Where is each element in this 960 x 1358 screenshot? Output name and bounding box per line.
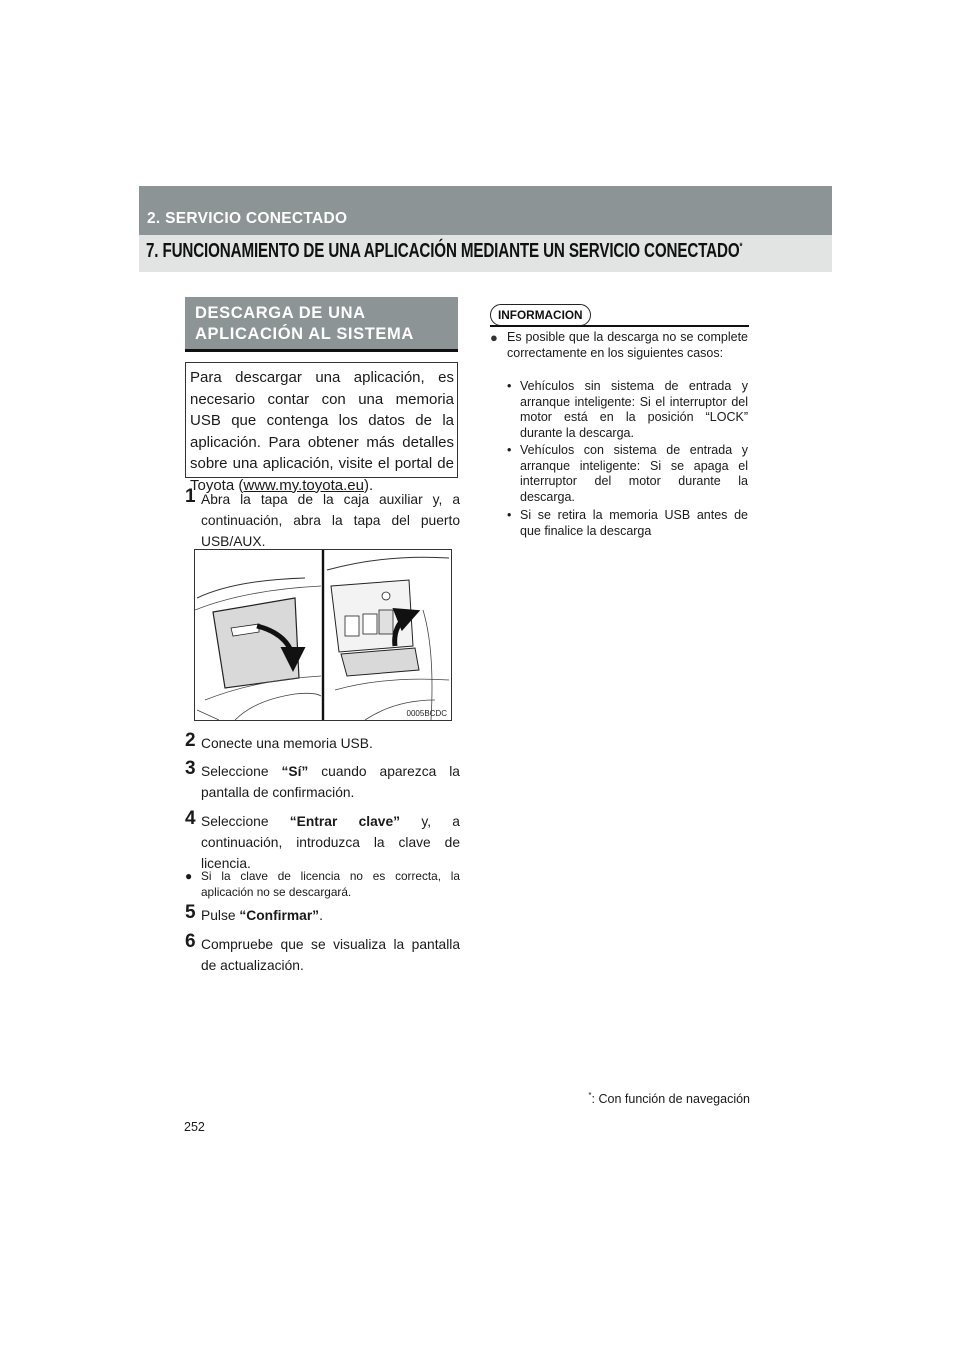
step-3: [185, 758, 460, 803]
info-item-text: Vehículos sin sistema de entrada y arranque inteligente: Si el interruptor del motor está en la posición “LOCK” durante la descarga.: [520, 379, 748, 440]
download-box-heading: [185, 297, 458, 349]
step-text: [185, 811, 460, 874]
download-box-text-end: ).: [363, 476, 374, 494]
info-item-bullet: •: [507, 443, 512, 457]
download-box-body: [185, 362, 458, 494]
note-text: Si la clave de licencia no es correcta, la aplicación no se descargará.: [201, 869, 460, 899]
step-text-pre: Seleccione: [201, 764, 282, 779]
info-item-bullet: •: [507, 379, 512, 393]
footnote: [560, 1091, 750, 1106]
page-title-text: 7. FUNCIONAMIENTO DE UNA APLICACIÓN MEDIANTE UN SERVICIO CONECTADO: [146, 240, 740, 262]
step-text: [185, 905, 460, 926]
info-item-2: [507, 443, 748, 505]
step-number: 4: [185, 808, 196, 829]
step-6: [185, 931, 460, 976]
section-label: 2. SERVICIO CONECTADO: [147, 210, 348, 227]
step-option: “Confirmar”: [239, 908, 320, 923]
step-text: Conecte una memoria USB.: [201, 736, 373, 751]
step-number: 2: [185, 730, 196, 751]
step-text-pre: Pulse: [201, 908, 240, 923]
information-tag: INFORMACION: [490, 304, 591, 326]
step-text-post: .: [319, 908, 323, 923]
step-option: “Sí”: [281, 764, 309, 779]
download-box-heading-text: [195, 303, 414, 345]
step-text-post: cuando aparezca la pantalla de confirmación.: [201, 764, 460, 800]
download-box-text: Para descargar una aplicación, es necesario contar con una memoria USB que contenga los datos de la aplicación. Para obtener más detalles sobre una aplicación, visite el portal de Toyota (: [190, 369, 454, 494]
info-item-text: Si se retira la memoria USB antes de que finalice la descarga: [520, 508, 748, 538]
heading-line-1: DESCARGA DE UNA: [195, 304, 366, 322]
step-option: “Entrar clave”: [289, 814, 401, 829]
figure-code: 0005BCDC: [406, 709, 447, 718]
step-number: 1: [185, 486, 196, 507]
toyota-portal-link[interactable]: www.my.toyota.eu: [243, 476, 364, 494]
info-bullet: ●: [490, 330, 498, 345]
information-rule: [490, 325, 749, 327]
info-item-1: [507, 379, 748, 441]
step-2: [185, 730, 460, 754]
step-1: [185, 486, 460, 552]
page-title: [146, 240, 742, 263]
console-illustration: [195, 550, 451, 720]
info-main-text: Es posible que la descarga no se complete correctamente en los siguientes casos:: [507, 330, 748, 360]
info-item-text: Vehículos con sistema de entrada y arranque inteligente: Si se apaga el interruptor del motor durante la descarga.: [520, 443, 748, 504]
step-number: 3: [185, 758, 196, 779]
step-4: [185, 808, 460, 874]
step-text: Abra la tapa de la caja auxiliar y, a continuación, abra la tapa del puerto USB/AUX.: [201, 492, 460, 549]
page-number: 252: [184, 1120, 205, 1134]
title-asterisk: *: [739, 241, 743, 253]
information-main: [490, 330, 748, 361]
step-number: 5: [185, 902, 196, 923]
license-note: [185, 868, 460, 900]
note-bullet: ●: [185, 869, 193, 883]
download-box-rule: [185, 349, 458, 352]
info-item-3: [507, 508, 748, 539]
step-text-pre: Seleccione: [201, 814, 290, 829]
footnote-text: : Con función de navegación: [591, 1092, 750, 1107]
footnote-mark: *: [588, 1091, 592, 1100]
step-number: 6: [185, 931, 196, 952]
info-item-bullet: •: [507, 508, 512, 522]
step-5: [185, 902, 460, 926]
step-text-post: y, a continuación, introduzca la clave de licencia.: [201, 814, 460, 871]
usb-port-illustration: [194, 549, 452, 721]
heading-line-2: APLICACIÓN AL SISTEMA: [195, 325, 414, 343]
step-text: [185, 761, 460, 803]
step-text: Compruebe que se visualiza la pantalla de actualización.: [201, 937, 460, 973]
